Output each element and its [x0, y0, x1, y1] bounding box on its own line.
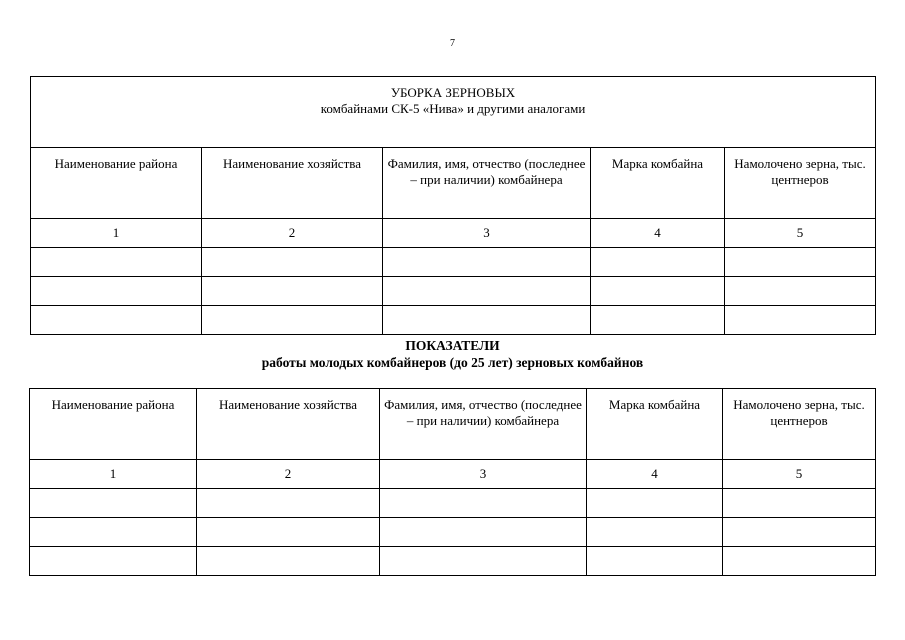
- empty-cell[interactable]: [587, 489, 723, 518]
- header-grain-threshed: Намолочено зерна, тыс. центнеров: [725, 148, 876, 219]
- header-combine-model: Марка комбайна: [591, 148, 725, 219]
- empty-cell[interactable]: [31, 277, 202, 306]
- empty-cell[interactable]: [30, 547, 197, 576]
- page-number: 7: [450, 38, 455, 49]
- empty-cell[interactable]: [380, 547, 587, 576]
- header-operator-name: Фамилия, имя, отчество (последнее – при наличии) комбайнера: [383, 148, 591, 219]
- column-number: 1: [31, 219, 202, 248]
- column-number: 3: [380, 460, 587, 489]
- table-row: [30, 489, 876, 518]
- empty-cell[interactable]: [591, 277, 725, 306]
- column-number: 2: [197, 460, 380, 489]
- header-combine-model: Марка комбайна: [587, 389, 723, 460]
- table-title-row: [31, 77, 876, 148]
- section-title: ПОКАЗАТЕЛИ: [405, 338, 500, 353]
- empty-cell[interactable]: [31, 248, 202, 277]
- column-number: 3: [383, 219, 591, 248]
- column-number: 4: [591, 219, 725, 248]
- empty-cell[interactable]: [383, 248, 591, 277]
- young-operators-table: [29, 388, 876, 576]
- table-title-line1: УБОРКА ЗЕРНОВЫХ: [390, 85, 516, 100]
- empty-cell[interactable]: [202, 248, 383, 277]
- empty-cell[interactable]: [723, 518, 876, 547]
- empty-cell[interactable]: [202, 277, 383, 306]
- empty-cell[interactable]: [587, 547, 723, 576]
- empty-cell[interactable]: [202, 306, 383, 335]
- column-number: 5: [725, 219, 876, 248]
- column-number: 2: [202, 219, 383, 248]
- column-number-row: [30, 460, 876, 489]
- empty-cell[interactable]: [30, 489, 197, 518]
- empty-cell[interactable]: [30, 518, 197, 547]
- empty-cell[interactable]: [587, 518, 723, 547]
- header-farm: Наименование хозяйства: [202, 148, 383, 219]
- header-row: [31, 148, 876, 219]
- empty-cell[interactable]: [725, 277, 876, 306]
- table-title: [31, 77, 876, 148]
- table-row: [31, 248, 876, 277]
- table-row: [30, 547, 876, 576]
- empty-cell[interactable]: [31, 306, 202, 335]
- empty-cell[interactable]: [383, 277, 591, 306]
- harvest-table: [30, 76, 876, 335]
- empty-cell[interactable]: [591, 306, 725, 335]
- empty-cell[interactable]: [723, 547, 876, 576]
- table-row: [31, 306, 876, 335]
- header-operator-name: Фамилия, имя, отчество (последнее – при наличии) комбайнера: [380, 389, 587, 460]
- column-number: 5: [723, 460, 876, 489]
- empty-cell[interactable]: [723, 489, 876, 518]
- empty-cell[interactable]: [383, 306, 591, 335]
- header-farm: Наименование хозяйства: [197, 389, 380, 460]
- table-title-line2: комбайнами СК-5 «Нива» и другими аналогами: [320, 101, 586, 116]
- empty-cell[interactable]: [197, 547, 380, 576]
- section-subtitle: работы молодых комбайнеров (до 25 лет) зерновых комбайнов: [261, 355, 644, 370]
- empty-cell[interactable]: [380, 518, 587, 547]
- table-row: [31, 277, 876, 306]
- empty-cell[interactable]: [725, 306, 876, 335]
- column-number: 4: [587, 460, 723, 489]
- header-district: Наименование района: [31, 148, 202, 219]
- header-grain-threshed: Намолочено зерна, тыс. центнеров: [723, 389, 876, 460]
- empty-cell[interactable]: [380, 489, 587, 518]
- column-number: 1: [30, 460, 197, 489]
- empty-cell[interactable]: [197, 489, 380, 518]
- empty-cell[interactable]: [197, 518, 380, 547]
- header-district: Наименование района: [30, 389, 197, 460]
- empty-cell[interactable]: [725, 248, 876, 277]
- empty-cell[interactable]: [591, 248, 725, 277]
- table-row: [30, 518, 876, 547]
- header-row: [30, 389, 876, 460]
- column-number-row: [31, 219, 876, 248]
